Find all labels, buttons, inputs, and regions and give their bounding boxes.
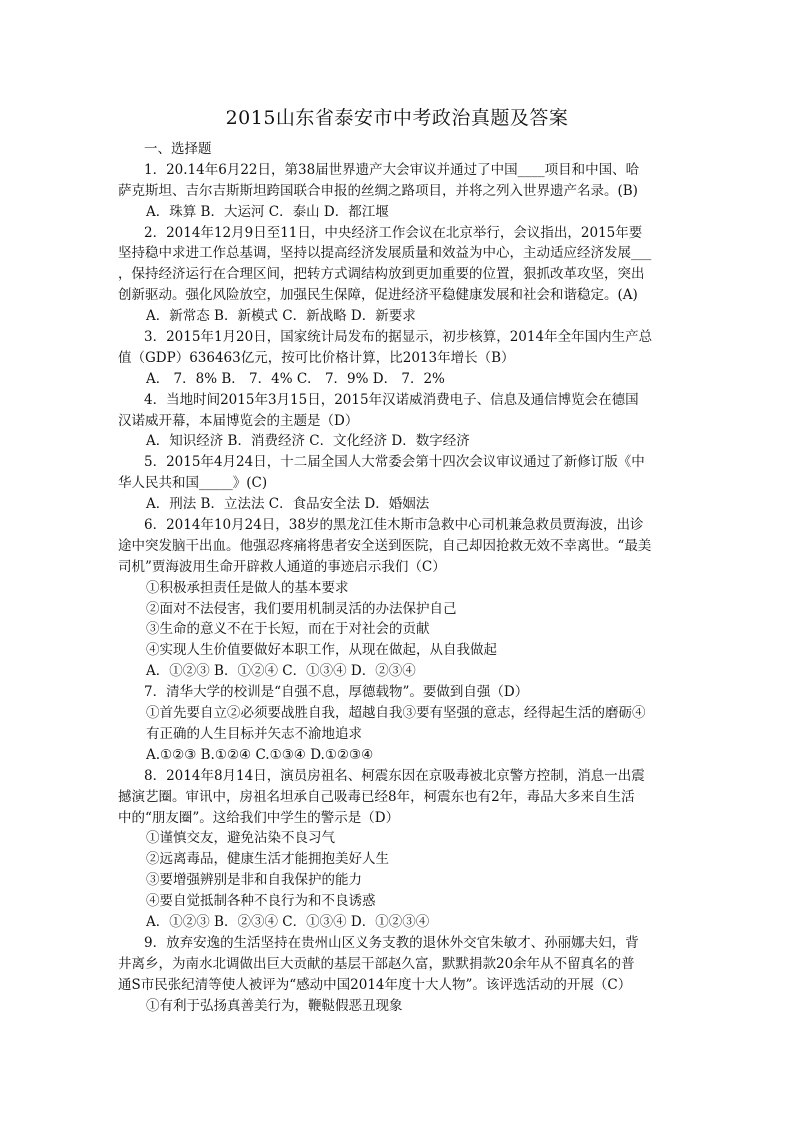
text-line: 通S市民张纪清等使人被评为“感动中国2014年度十大人物”。该评选活动的开展（C） [118,976,632,993]
text-line: ③要增强辨别是非和自我保护的能力 [146,872,362,889]
text-line: A．①②③ B．①②④ C．①③④ D．②③④ [146,663,416,680]
text-line: ①谨慎交友，避免沾染不良习气 [146,830,335,847]
text-line: ①首先要自立②必须要战胜自我，超越自我③要有坚强的意志，经得起生活的磨砺④ [146,705,646,722]
text-line: 一、选择题 [144,141,212,157]
text-line: 1．20.14年6月22日，第38届世界遗产大会审议并通过了中国____项目和中国、哈 [144,161,640,178]
text-line: 创新驱动。强化风险放空，加强民生保障，促进经济平稳健康发展和社会和谐稳定。(A) [118,287,638,304]
text-line: 4．当地时间2015年3月15日，2015年汉诺威消费电子、信息及通信博览会在德国 [144,391,639,408]
document-body [118,139,678,1016]
text-line: A． 7．8% B． 7．4% C． 7．9% D． 7．2% [146,370,445,387]
text-line: ②远离毒品，健康生活才能拥抱美好人生 [146,851,389,868]
text-line: ，保持经济运行在合理区间，把转方式调结构放到更加重要的位置，狠抓改革攻坚，突出 [118,266,645,283]
text-line: 中的“朋友圈”。这给我们中学生的警示是（D） [118,809,400,826]
text-line: 司机”贾海波用生命开辟救人通道的事迹启示我们（C） [118,558,446,575]
text-line: 9．放弃安逸的生活坚持在贵州山区义务支教的退休外交官朱敏才、孙丽娜夫妇，背 [144,934,639,951]
text-line: 7．清华大学的校训是“自强不息，厚德载物”。要做到自强（D） [144,684,529,701]
text-line: A．①②③ B．②③④ C．①③④ D．①②③④ [146,913,430,930]
text-line: A．知识经济 B．消费经济 C．文化经济 D．数字经济 [146,433,470,450]
text-line: 萨克斯坦、吉尔吉斯斯坦跨国联合申报的丝绸之路项目，并将之列入世界遗产名录。(B) [118,182,638,199]
text-line: ③生命的意义不在于长短，而在于对社会的贡献 [146,621,430,638]
text-line: 6．2014年10月24日，38岁的黑龙江佳木斯市急救中心司机兼急救员贾海波，出诊 [144,517,644,534]
text-line: A.①②③ B.①②④ C.①③④ D.①②③④ [146,746,374,763]
text-line: 8．2014年8月14日，演员房祖名、柯震东因在京吸毒被北京警方控制，消息一出震 [144,767,645,784]
text-line: 汉诺威开幕，本届博览会的主题是（D） [118,412,359,429]
text-line: 3．2015年1月20日，国家统计局发布的据显示，初步核算，2014年全年国内生产总 [144,329,653,346]
text-line: ④实现人生价值要做好本职工作，从现在做起，从自我做起 [146,642,497,659]
text-line: 2．2014年12月9日至11日，中央经济工作会议在北京举行，会议指出，2015年要 [144,224,643,241]
text-line: 值（GDP）636463亿元，按可比价格计算，比2013年增长（B） [118,349,515,366]
text-line: ④要自觉抵制各种不良行为和不良诱惑 [146,893,376,910]
text-line: 撼演艺圈。审讯中，房祖名坦承自己吸毒已经8年，柯震东也有2年，毒品大多来自生活 [118,788,635,805]
text-line: ②面对不法侵害，我们要用机制灵活的办法保护自己 [146,600,457,617]
text-line: ①有利于弘扬真善美行为，鞭鞑假恶丑现象 [146,997,403,1014]
document-title: 2015山东省泰安市中考政治真题及答案 [225,107,569,129]
text-line: 5．2015年4月24日，十二届全国人大常委会第十四次会议审议通过了新修订版《中 [144,454,645,471]
text-line: 途中突发脑干出血。他强忍疼痛将患者安全送到医院，自己却因抢救无效不幸离世。“最美 [118,537,652,554]
text-line: A．新常态 B．新模式 C．新战略 D．新要求 [146,308,416,325]
text-line: 坚持稳中求进工作总基调，坚持以提高经济发展质量和效益为中心，主动适应经济发展___ [118,245,652,262]
text-line: 井离乡，为南水北调做出巨大贡献的基层干部赵久富，默默捐款20余年从不留真名的普 [118,955,635,972]
text-line: 华人民共和国_____》(C) [118,475,268,492]
text-line: A．珠算 B．大运河 C．泰山 D．都江堰 [146,203,389,220]
text-line: 有正确的人生目标并矢志不渝地追求 [146,725,362,742]
text-line: ①积极承担责任是做人的基本要求 [146,579,349,596]
text-line: A．刑法 B．立法法 C．食品安全法 D．婚姻法 [146,496,430,513]
